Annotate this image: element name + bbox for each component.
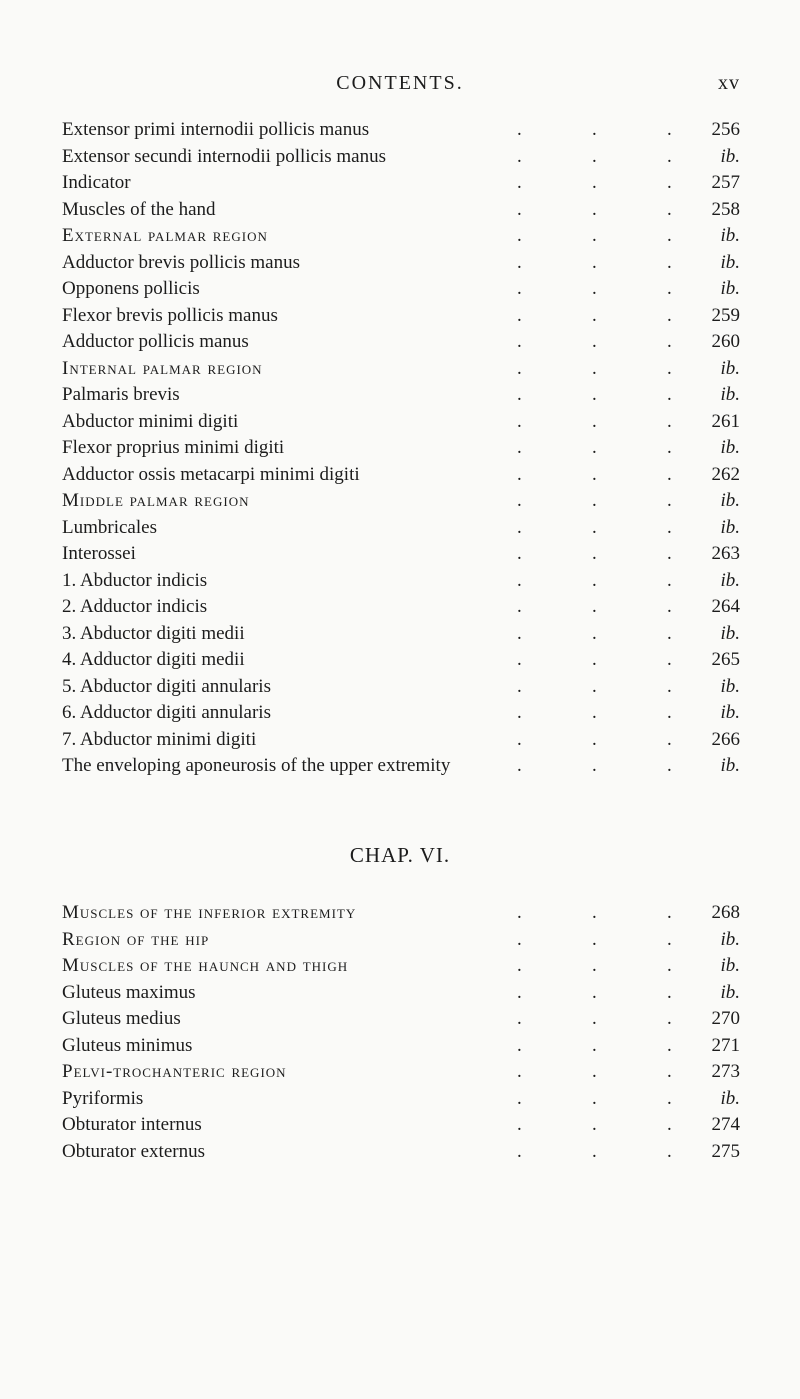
toc-entry-page: ib. <box>720 569 740 591</box>
toc-entry: Opponens pollicis . . . ib. <box>62 276 740 303</box>
toc-entry-page: ib. <box>720 278 740 299</box>
toc-entry-title: Adductor ossis metacarpi minimi digiti <box>62 463 360 485</box>
toc-entry-title: Opponens pollicis <box>62 278 200 299</box>
toc-entry-page: 257 <box>711 172 740 193</box>
toc-entry-title: Region of the hip <box>62 928 210 950</box>
toc-entry-title: Abductor minimi digiti <box>62 410 239 432</box>
toc-entry: Pyriformis . . . ib. <box>62 1086 740 1113</box>
toc-entry-title: Interossei <box>62 543 136 564</box>
toc-entry-title: The enveloping aponeurosis of the upper extremity <box>62 755 451 776</box>
toc-entry-title: Lumbricales <box>62 516 157 538</box>
toc-entry-title: Muscles of the hand <box>62 198 216 220</box>
toc-entry-title: 2. Adductor indicis <box>62 596 208 617</box>
toc-entry-page: ib. <box>720 251 740 273</box>
toc-entry-title: Gluteus maximus <box>62 981 196 1003</box>
toc-entry-page: 270 <box>711 1008 740 1029</box>
toc-entry-page: 268 <box>711 902 740 923</box>
toc-entry-page: ib. <box>720 702 740 723</box>
toc-entry: Abductor minimi digiti . . . 261 <box>62 409 740 436</box>
chapter-heading: CHAP. VI. <box>349 843 451 867</box>
toc-entry-title: Obturator internus <box>62 1114 202 1135</box>
toc-entry: 6. Adductor digiti annularis . . . ib. <box>62 700 740 727</box>
toc-entry: Muscles of the hand . . . 258 <box>62 197 740 224</box>
toc-entry-title: Palmaris brevis <box>62 384 180 405</box>
toc-entry-title: Gluteus medius <box>62 1008 181 1029</box>
toc-entry-page: ib. <box>720 755 740 776</box>
toc-entry-page: ib. <box>720 490 740 511</box>
toc-entry-page: 256 <box>711 119 740 140</box>
toc-entry-title: Extensor primi internodii pollicis manus <box>62 119 370 140</box>
toc-entry-page: ib. <box>720 437 740 458</box>
toc-entry: Region of the hip . . . ib. <box>62 927 740 954</box>
toc-entry-title: Adductor brevis pollicis manus <box>62 251 300 273</box>
toc-entry: Adductor ossis metacarpi minimi digiti . . . 262 <box>62 462 740 489</box>
toc-entry-page: ib. <box>720 928 740 950</box>
toc-entry-page: 271 <box>711 1034 740 1056</box>
toc-entry: 2. Adductor indicis . . . 264 <box>62 594 740 621</box>
toc-entry: Gluteus minimus . . . 271 <box>62 1033 740 1060</box>
toc-entry-title: Extensor secundi internodii pollicis manus <box>62 145 387 167</box>
toc-entry-page: ib. <box>720 357 740 379</box>
toc-entry-page: ib. <box>720 622 740 644</box>
toc-entry: The enveloping aponeurosis of the upper extremity . . . ib. <box>62 753 740 780</box>
toc-entry-page: 258 <box>711 198 740 220</box>
page-title: CONTENTS. <box>336 72 464 94</box>
toc-entry: Indicator . . . 257 <box>62 170 740 197</box>
toc-entry-title: Pyriformis <box>62 1087 144 1109</box>
toc-entry-title: 6. Adductor digiti annularis <box>62 702 271 723</box>
toc-entry-page: 263 <box>711 543 740 564</box>
toc-entry-page: 264 <box>711 596 740 617</box>
toc-entry: Extensor secundi internodii pollicis manus . . . ib. <box>62 144 740 171</box>
toc-section-inferior-extremity <box>62 900 740 1165</box>
toc-entry-page: ib. <box>720 955 740 976</box>
toc-entry: 3. Abductor digiti medii . . . ib. <box>62 621 740 648</box>
toc-entry: Middle palmar region . . . ib. <box>62 488 740 515</box>
toc-entry-page: ib. <box>720 1087 740 1109</box>
toc-entry: 7. Abductor minimi digiti . . . 266 <box>62 727 740 754</box>
toc-entry-title: Muscles of the haunch and thigh <box>62 955 349 976</box>
toc-entry: Adductor brevis pollicis manus . . . ib. <box>62 250 740 277</box>
toc-entry-title: Gluteus minimus <box>62 1034 193 1056</box>
toc-entry-title: 7. Abductor minimi digiti <box>62 728 257 750</box>
toc-entry-page: ib. <box>720 145 740 167</box>
page-number: xv <box>718 72 740 94</box>
toc-entry: 1. Abductor indicis . . . ib. <box>62 568 740 595</box>
toc-entry-title: Muscles of the inferior extremity <box>62 902 357 923</box>
toc-entry-page: ib. <box>720 516 740 538</box>
toc-section-upper-extremity <box>62 117 740 780</box>
page-header <box>60 72 740 102</box>
toc-entry: Extensor primi internodii pollicis manus . . . 256 <box>62 117 740 144</box>
toc-entry-title: Middle palmar region <box>62 490 250 511</box>
toc-entry-page: 261 <box>711 410 740 432</box>
toc-entry-title: 4. Adductor digiti medii <box>62 649 245 670</box>
toc-entry: Pelvi-trochanteric region . . . 273 <box>62 1059 740 1086</box>
toc-entry-page: 266 <box>711 728 740 750</box>
toc-entry-title: Pelvi-trochanteric region <box>62 1061 287 1082</box>
toc-entry-page: 262 <box>711 463 740 485</box>
toc-entry-title: External palmar region <box>62 225 268 246</box>
toc-entry-title: 5. Abductor digiti annularis <box>62 675 271 697</box>
toc-entry: Internal palmar region . . . ib. <box>62 356 740 383</box>
toc-entry-page: ib. <box>720 981 740 1003</box>
toc-entry-title: Indicator <box>62 172 131 193</box>
toc-entry: Lumbricales . . . ib. <box>62 515 740 542</box>
toc-entry-title: Flexor proprius minimi digiti <box>62 437 285 458</box>
toc-entry: Adductor pollicis manus . . . 260 <box>62 329 740 356</box>
toc-entry: Muscles of the inferior extremity . . . 268 <box>62 900 740 927</box>
toc-entry: External palmar region . . . ib. <box>62 223 740 250</box>
toc-entry-title: Internal palmar region <box>62 357 263 379</box>
toc-entry-page: ib. <box>720 225 740 246</box>
toc-entry-page: 273 <box>711 1061 740 1082</box>
toc-entry: Interossei . . . 263 <box>62 541 740 568</box>
toc-entry-title: Obturator externus <box>62 1140 205 1162</box>
toc-entry: Flexor brevis pollicis manus . . . 259 <box>62 303 740 330</box>
toc-entry: Gluteus maximus . . . ib. <box>62 980 740 1007</box>
toc-entry: Palmaris brevis . . . ib. <box>62 382 740 409</box>
toc-entry-page: ib. <box>720 384 740 405</box>
toc-entry-title: Flexor brevis pollicis manus <box>62 304 278 326</box>
toc-entry-page: 259 <box>711 304 740 326</box>
toc-entry-page: ib. <box>720 675 740 697</box>
toc-entry-title: 3. Abductor digiti medii <box>62 622 245 644</box>
toc-entry: Obturator externus . . . 275 <box>62 1139 740 1166</box>
toc-entry-page: 260 <box>711 331 740 352</box>
toc-entry: Flexor proprius minimi digiti . . . ib. <box>62 435 740 462</box>
toc-entry-page: 265 <box>711 649 740 670</box>
toc-entry-page: 274 <box>711 1114 740 1135</box>
toc-entry-page: 275 <box>711 1140 740 1162</box>
toc-entry: Muscles of the haunch and thigh . . . ib. <box>62 953 740 980</box>
toc-entry-title: 1. Abductor indicis <box>62 569 208 591</box>
toc-entry: 5. Abductor digiti annularis . . . ib. <box>62 674 740 701</box>
toc-entry: Gluteus medius . . . 270 <box>62 1006 740 1033</box>
toc-entry-title: Adductor pollicis manus <box>62 331 249 352</box>
toc-entry: Obturator internus . . . 274 <box>62 1112 740 1139</box>
toc-entry: 4. Adductor digiti medii . . . 265 <box>62 647 740 674</box>
